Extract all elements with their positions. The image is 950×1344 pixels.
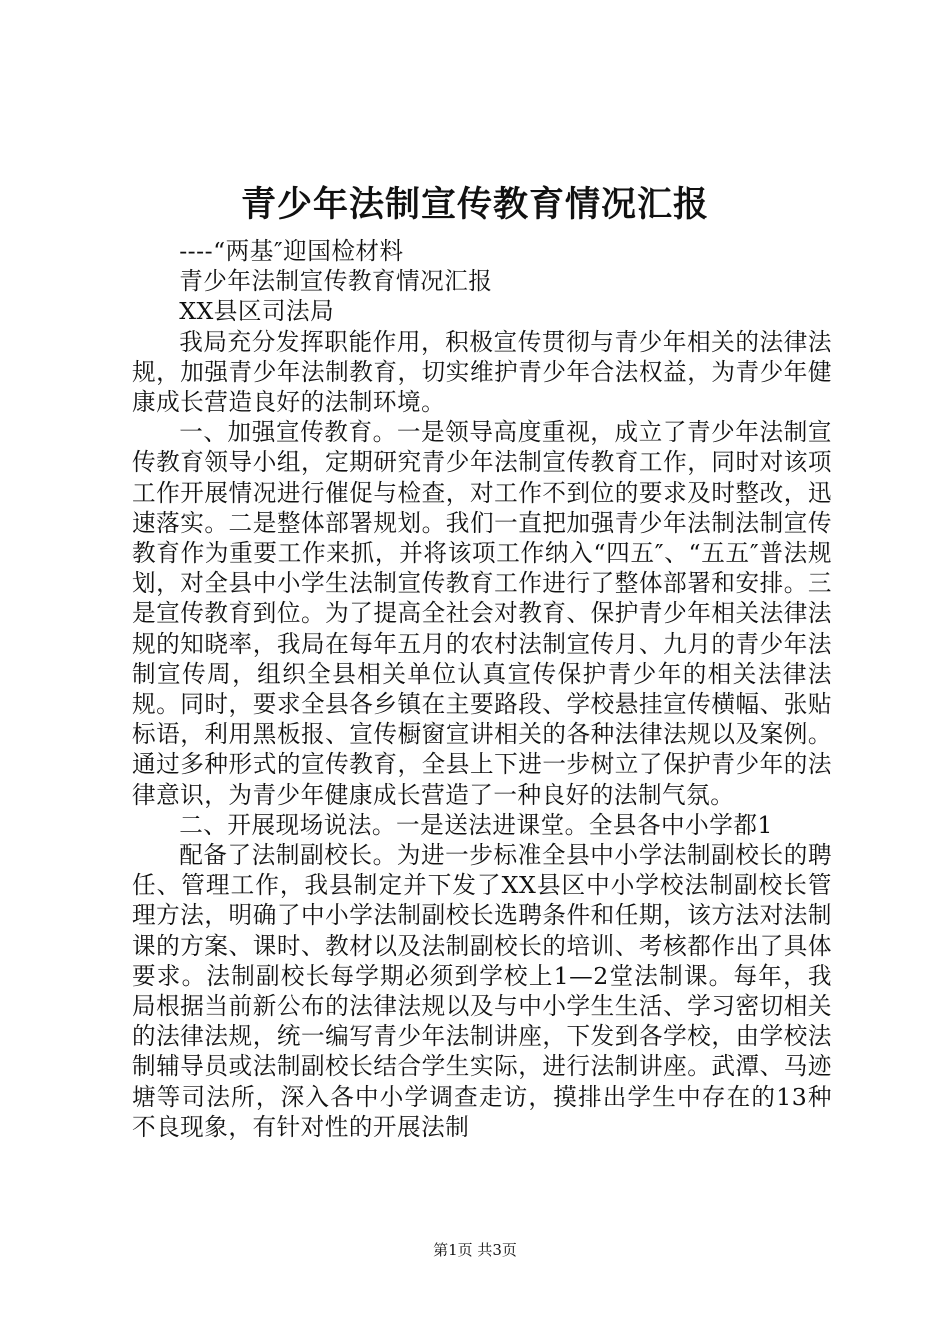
body-paragraph: 二、开展现场说法。一是送法进课堂。全县各中小学都1 (179, 810, 773, 839)
subtitle-line: ----“两基″迎国检材料 (179, 237, 404, 265)
author-line: XX县区司法局 (179, 297, 335, 326)
page-indicator: 第1页 共3页 (433, 1241, 517, 1259)
document-title: 青少年法制宣传教育情况汇报 (240, 184, 709, 225)
body-paragraph: 我局充分发挥职能作用，积极宣传贯彻与青少年相关的法律法规，加强青少年法制教育，切实维护青少年合法权益，为青少年健康成长营造良好的法制环境。 (132, 327, 832, 417)
document-body (132, 236, 832, 1142)
body-paragraph: 一、加强宣传教育。一是领导高度重视，成立了青少年法制宣传教育领导小组，定期研究青少年法制宣传教育工作，同时对该项工作开展情况进行催促与检查，对工作不到位的要求及时整改，迅速落实。二是整体部署规划。我们一直把加强青少年法制法制宣传教育作为重要工作来抓，并将该项工作纳入“四五″、“五五″普法规划，对全县中小学生法制宣传教育工作进行了整体部署和安排。三是宣传教育到位。为了提高全社会对教育、保护青少年相关法律法规的知晓率，我局在每年五月的农村法制宣传月、九月的青少年法制宣传周，组织全县相关单位认真宣传保护青少年的相关法律法规。同时，要求全县各乡镇在主要路段、学校悬挂宣传横幅、张贴标语，利用黑板报、宣传橱窗宣讲相关的各种法律法规以及案例。通过多种形式的宣传教育，全县上下进一步树立了保护青少年的法律意识，为青少年健康成长营造了一种良好的法制气氛。 (132, 418, 832, 809)
report-title-line: 青少年法制宣传教育情况汇报 (179, 267, 493, 296)
body-paragraph: 配备了法制副校长。为进一步标准全县中小学法制副校长的聘任、管理工作，我县制定并下发了XX县区中小学校法制副校长管理方法，明确了中小学法制副校长选聘条件和任期，该方法对法制课的方案、课时、教材以及法制副校长的培训、考核都作出了具体要求。法制副校长每学期必须到学校上1—2堂法制课。每年，我局根据当前新公布的法律法规以及与中小学生生活、学习密切相关的法律法规，统一编写青少年法制讲座，下发到各学校，由学校法制辅导员或法制副校长结合学生实际，进行法制讲座。武潭、马迹塘等司法所，深入各中小学调查走访，摸排出学生中存在的13种不良现象，有针对性的开展法制 (132, 841, 832, 1141)
